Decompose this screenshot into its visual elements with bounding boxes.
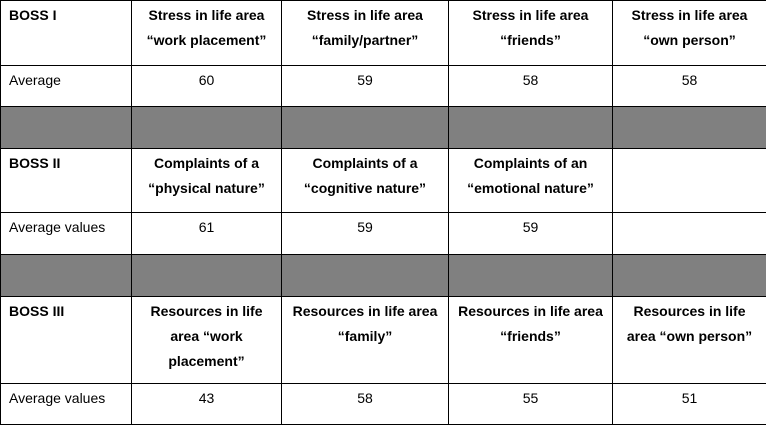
separator-cell [1, 254, 132, 296]
table-cell: 60 [132, 65, 282, 106]
table-cell: 55 [449, 383, 613, 424]
table-row [1, 65, 766, 106]
section-label-boss-3: BOSS III [1, 296, 132, 383]
column-header: Stress in life area “family/partner” [282, 1, 449, 66]
row-label: Average values [1, 213, 132, 254]
column-header: Complaints of an “emotional nature” [449, 148, 613, 213]
table-cell: 58 [613, 65, 766, 106]
table-row [1, 1, 766, 66]
column-header: Complaints of a “cognitive nature” [282, 148, 449, 213]
column-header: Resources in life area “friends” [449, 296, 613, 383]
table-cell: 59 [282, 213, 449, 254]
separator-cell [282, 106, 449, 148]
section-label-boss-1: BOSS I [1, 1, 132, 66]
table-row [1, 213, 766, 254]
table-row [1, 383, 766, 424]
separator-cell [132, 106, 282, 148]
section-label-boss-2: BOSS II [1, 148, 132, 213]
separator-row [1, 106, 766, 148]
row-label: Average values [1, 383, 132, 424]
table-cell: 58 [449, 65, 613, 106]
column-header: Stress in life area “friends” [449, 1, 613, 66]
separator-cell [449, 254, 613, 296]
row-label: Average [1, 65, 132, 106]
column-header [613, 148, 766, 213]
separator-cell [613, 106, 766, 148]
column-header: Resources in life area “own person” [613, 296, 766, 383]
separator-cell [1, 106, 132, 148]
separator-cell [282, 254, 449, 296]
table-row [1, 296, 766, 383]
column-header: Resources in life area “family” [282, 296, 449, 383]
table-cell: 59 [282, 65, 449, 106]
table-row [1, 148, 766, 213]
separator-cell [613, 254, 766, 296]
separator-row [1, 254, 766, 296]
separator-cell [449, 106, 613, 148]
column-header: Complaints of a “physical nature” [132, 148, 282, 213]
table-cell: 61 [132, 213, 282, 254]
table-cell: 58 [282, 383, 449, 424]
table-cell: 43 [132, 383, 282, 424]
column-header: Stress in life area “work placement” [132, 1, 282, 66]
column-header: Stress in life area “own person” [613, 1, 766, 66]
separator-cell [132, 254, 282, 296]
table-cell [613, 213, 766, 254]
table-cell: 51 [613, 383, 766, 424]
column-header: Resources in life area “work placement” [132, 296, 282, 383]
table-cell: 59 [449, 213, 613, 254]
